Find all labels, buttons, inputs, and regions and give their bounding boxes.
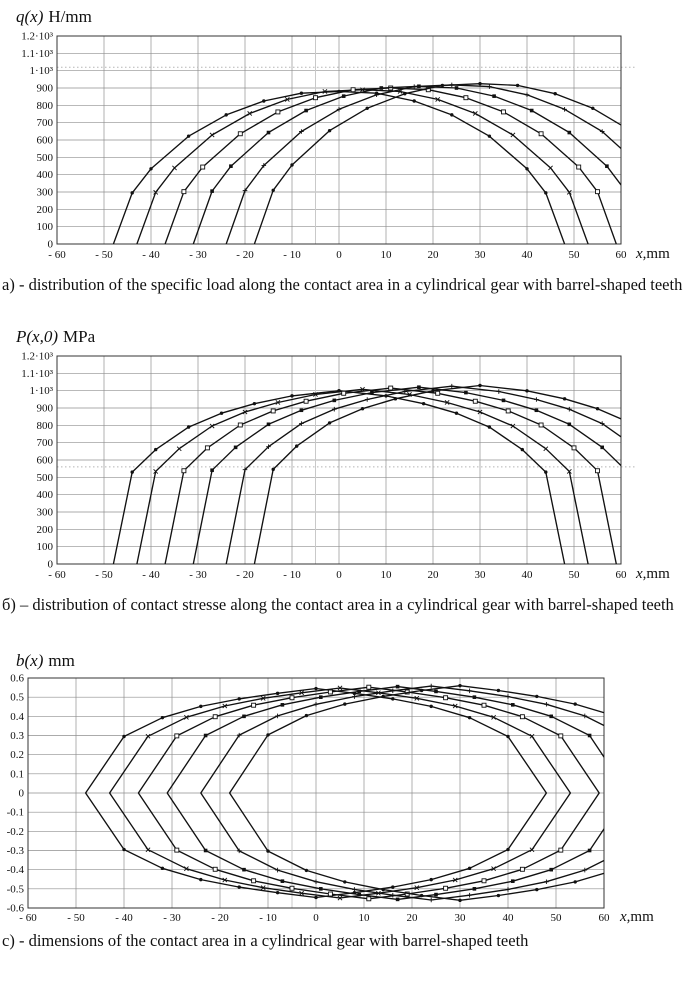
svg-text:200: 200 [36,523,53,536]
y-tick-labels [21,351,53,571]
svg-text:40: 40 [521,569,533,582]
chart-b-title-math: P(x,0) [16,327,59,347]
chart-b-title [16,326,685,350]
series-curve-5 [226,384,677,564]
svg-text:- 50: - 50 [67,912,85,925]
svg-text:- 10: - 10 [283,249,301,261]
svg-text:300: 300 [36,506,53,519]
svg-text:0: 0 [47,558,53,571]
svg-text:60: 60 [615,569,627,582]
x-axis-unit-label: x,mm [636,566,670,583]
svg-text:0.4: 0.4 [10,711,24,724]
svg-text:- 30: - 30 [189,569,207,582]
svg-text:- 60: - 60 [48,249,66,261]
svg-text:700: 700 [36,437,53,450]
chart-c-plot [0,674,685,926]
svg-text:50: 50 [550,912,562,925]
chart-b-title-unit: MPa [63,327,96,347]
series-group [113,82,685,244]
chart-a-title-unit: H/mm [48,7,92,26]
svg-text:0.6: 0.6 [10,674,24,685]
caption-c: c) - dimensions of the contact area in a cylindrical gear with barrel-shaped teeth [2,931,529,951]
svg-text:200: 200 [36,203,53,216]
svg-text:-0.2: -0.2 [6,826,24,839]
svg-text:0.2: 0.2 [10,749,24,762]
svg-text:-0.3: -0.3 [6,845,24,858]
svg-text:0.1: 0.1 [10,768,24,781]
svg-text:- 20: - 20 [236,249,254,261]
x-tick-labels [19,912,610,924]
chart-b-plot [0,350,685,586]
chart-c-title-unit: mm [48,651,75,671]
svg-text:400: 400 [36,169,53,182]
svg-text:10: 10 [380,569,392,582]
svg-text:30: 30 [454,912,466,925]
x-axis-unit-label: x,mm [620,909,654,926]
svg-text:- 50: - 50 [95,569,113,582]
figure-c [0,650,685,952]
svg-text:40: 40 [521,249,533,261]
svg-text:-0.6: -0.6 [6,902,24,915]
svg-text:-0.5: -0.5 [6,883,24,896]
svg-text:40: 40 [502,912,514,925]
svg-text:- 60: - 60 [19,912,37,925]
svg-text:- 40: - 40 [142,249,160,261]
series-curve-4 [193,84,644,244]
svg-text:100: 100 [36,221,53,234]
chart-a-plot [0,30,685,266]
svg-text:300: 300 [36,186,53,199]
svg-text:- 10: - 10 [283,569,301,582]
svg-text:0: 0 [336,569,342,582]
svg-text:1.2·10³: 1.2·10³ [21,30,53,43]
chart-a-title-math: q(x) [16,7,44,26]
svg-text:1.1·10³: 1.1·10³ [21,47,53,60]
svg-text:30: 30 [474,569,486,582]
svg-text:0: 0 [336,249,342,261]
svg-text:-0.1: -0.1 [6,806,24,819]
series-curve-3 [165,386,616,564]
series-group [113,384,685,564]
svg-text:- 40: - 40 [115,912,133,925]
svg-text:500: 500 [36,151,53,164]
chart-c-title-math: b(x) [16,651,44,671]
y-tick-labels [7,674,25,915]
svg-text:20: 20 [427,569,439,582]
svg-text:900: 900 [36,82,53,95]
figure-a [0,0,685,296]
svg-text:0.3: 0.3 [10,730,24,743]
series-curve-2 [137,387,588,564]
y-tick-labels [21,31,53,251]
grid [57,356,621,564]
figure-b [0,326,685,616]
svg-text:100: 100 [36,541,53,554]
x-tick-labels [48,249,627,261]
x-axis-unit-label: x,mm [636,246,670,262]
svg-text:500: 500 [36,471,53,484]
svg-text:1·10³: 1·10³ [29,385,53,398]
x-tick-labels [48,569,627,581]
svg-text:900: 900 [36,402,53,415]
svg-text:- 60: - 60 [48,569,66,582]
svg-text:0: 0 [47,238,53,251]
svg-text:20: 20 [406,912,418,925]
svg-text:1.1·10³: 1.1·10³ [21,367,53,380]
svg-text:0: 0 [313,912,319,925]
svg-text:0.5: 0.5 [10,691,24,704]
svg-text:800: 800 [36,99,53,112]
svg-text:10: 10 [380,249,392,261]
svg-text:60: 60 [615,249,627,261]
svg-text:50: 50 [568,569,580,582]
svg-text:- 20: - 20 [211,912,229,925]
svg-text:- 50: - 50 [95,249,113,261]
chart-a-title [16,6,685,30]
svg-text:1·10³: 1·10³ [29,65,53,78]
svg-text:- 30: - 30 [163,912,181,925]
svg-text:- 10: - 10 [259,912,277,925]
chart-c-title [16,650,685,674]
svg-text:700: 700 [36,117,53,130]
svg-text:20: 20 [427,249,439,261]
svg-text:- 20: - 20 [236,569,254,582]
svg-text:0: 0 [18,787,24,800]
svg-text:60: 60 [598,912,610,925]
caption-a: a) - distribution of the specific load along the contact area in a cylindrical gear with barrel-shaped teeth [2,275,683,294]
svg-text:800: 800 [36,419,53,432]
svg-text:- 30: - 30 [189,249,207,261]
svg-text:400: 400 [36,489,53,502]
svg-text:600: 600 [36,134,53,147]
svg-text:- 40: - 40 [142,569,160,582]
svg-text:600: 600 [36,454,53,467]
series-curve-6 [254,384,685,564]
svg-text:50: 50 [568,249,580,261]
caption-b: б) – distribution of contact stresse along the contact area in a cylindrical gear with barrel-shaped teeth [2,595,674,615]
svg-text:30: 30 [474,249,486,261]
svg-text:10: 10 [358,912,370,925]
svg-text:1.2·10³: 1.2·10³ [21,350,53,363]
svg-text:-0.4: -0.4 [6,864,24,877]
